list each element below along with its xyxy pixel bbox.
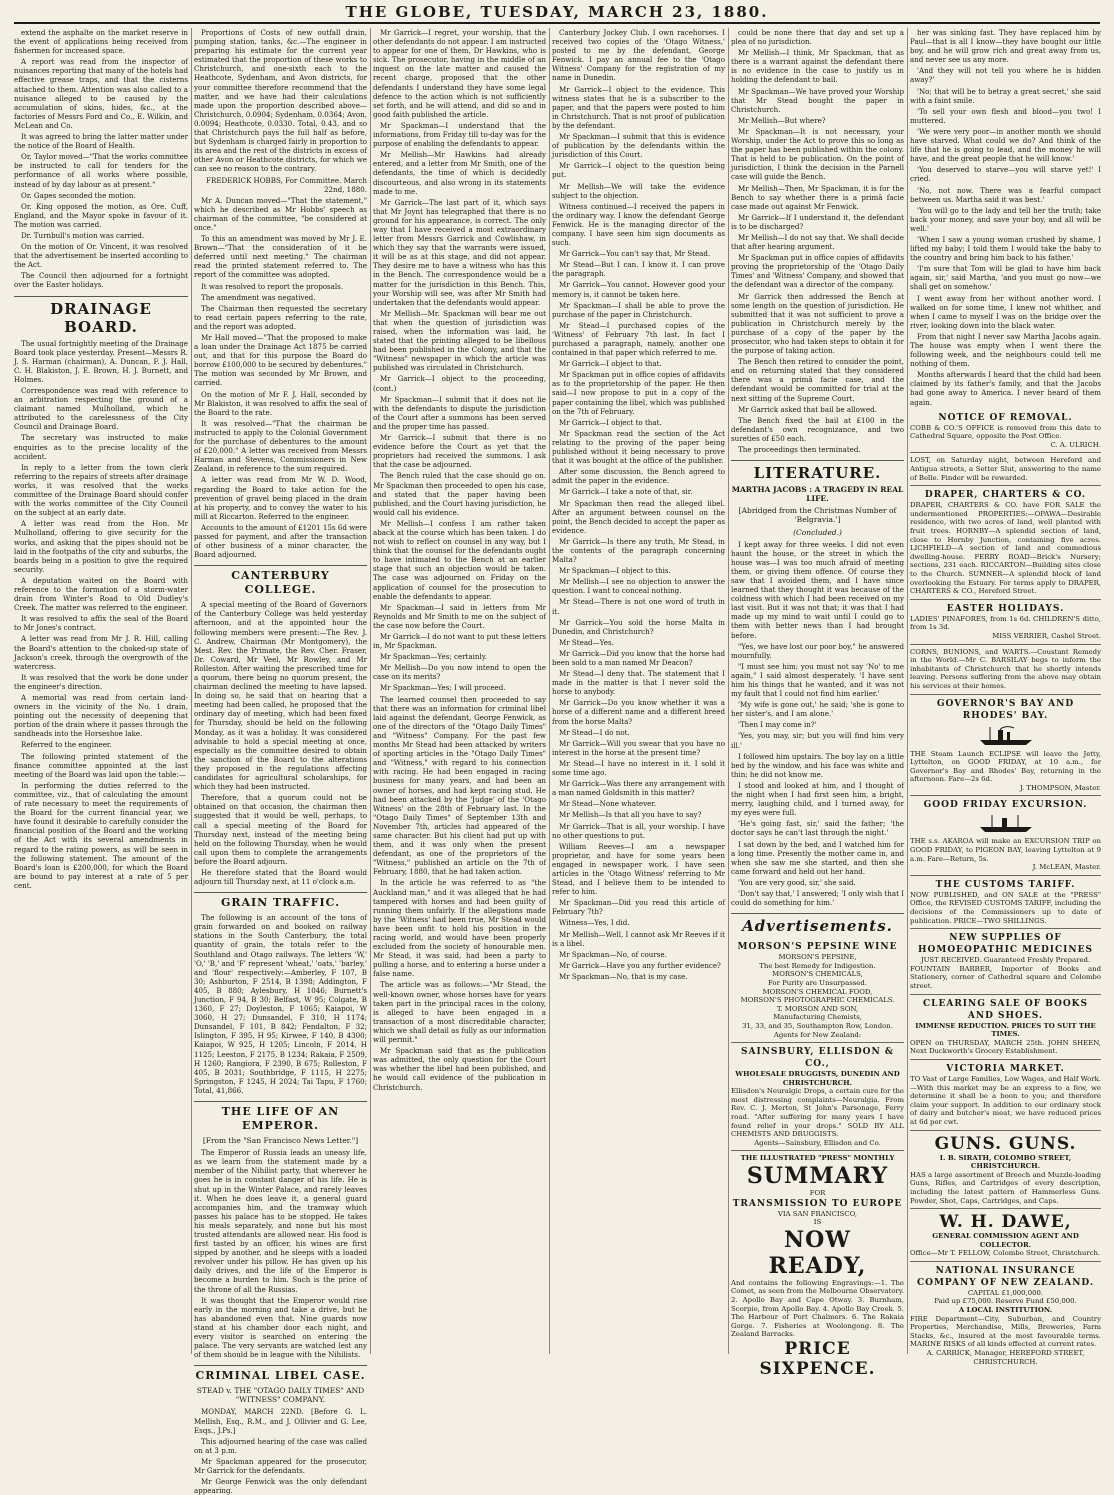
paragraph: To this an amendment was moved by Mr J. E. Brown—"That the consideration of it be deferred until next meeting." The chairman read the printed statement referred to. The report of the committee was adopted. — [194, 234, 367, 280]
paragraph: Mr Stead—There is not one word of truth in it. — [552, 597, 725, 616]
ad-excursion — [910, 796, 1101, 875]
paragraph: Mr Hall moved—"That the proposed to make a loan under the Drainage Act 1875 be carried out, and that for this purpose the Board do borrow £100,000 to be secured by debentures." The motion was seconded by Mr Brown, and carried. — [194, 333, 367, 388]
ad-body: COBB & CO.'S OFFICE is removed from this date to Cathedral Square, opposite the Post Office. — [910, 423, 1101, 441]
paragraph: Mr Garrick—I take a note of that, sir. — [559, 487, 693, 497]
paragraph: Mr Mellish—Then, Mr Spackman, it is for the Bench to say whether there is a primâ facie case made out against Mr Fenwick. — [731, 183, 904, 211]
paragraph: I sat down by the bed, and I watched him for a long time. Presently the mother came in, and when she saw me she started, and then she came forward and held out her hand. — [731, 839, 904, 876]
ad-body: NOW PUBLISHED, and ON SALE at the "PRESS" Office, the REVISED CUSTOMS TARIFF, including the decisions of the Commissioners up to date of publication. PRICE—TWO SHILLINGS. — [910, 890, 1101, 925]
paragraph: 'You are very good, sir,' she said. — [738, 877, 856, 887]
paragraph: Mr Garrick—I object to the evidence. This witness states that he is a subscriber to the paper, and that the papers were posted to him in Christchurch. That is not proof of publication by the defendant. — [552, 84, 725, 130]
paragraph: I stood and looked at him, and I thought of the night when I had first seen him, a bright, merry, laughing child, and I turned away, for my eyes were full. — [731, 780, 904, 818]
paragraph: Mr Garrick—I do not want to put these letters in, Mr Spackman. — [373, 632, 546, 651]
paragraph: Mr Garrick—You can't say that, Mr Stead. — [559, 249, 711, 259]
ad-is: IS — [813, 1218, 822, 1227]
paragraph: Mr George Fenwick was the only defendant appearing. — [194, 1477, 367, 1495]
paragraph: Mr Garrick—Is there any truth, Mr Stead, in the contents of the paragraph concerning Malta? — [552, 536, 725, 565]
ad-body: THE s.s. AKAROA will make an EXCURSION TRIP on GOOD FRIDAY, to PIGEON BAY, leaving Lyttelton at 9 a.m. Fare—Return, 5s. — [910, 837, 1101, 863]
paragraph: Mr Mellish—I see no objection to answer the question. I want to conceal nothing. — [552, 577, 725, 596]
story-conclusion-text — [910, 28, 1101, 407]
signature: FREDERICK HOBBS, For Committee. March 22nd, 1880. — [206, 175, 367, 194]
paragraph: Mr Garrick—You sold the horse Malta in Dunedin, and Christchurch? — [552, 617, 725, 636]
ad-corns — [910, 645, 1101, 695]
ad-via: VIA SAN FRANCISCO, — [777, 1209, 858, 1218]
paragraph: Mr Garrick—I object to that. — [559, 359, 662, 369]
paragraph: Mr Mellish—I confess I am rather taken aback at the course which has been taken. I do not wish to reflect on counsel in any way, but I think that the counsel for the defendants ought to have intimated to the Bench at an earlier stage that such an objection would be taken. The case was adjourned on Friday on the application of counsel for the prosecution to enable the defendants to appear. — [373, 518, 546, 601]
ad-body: CORNS, BUNIONS, and WARTS.—Coustant Remedy in the World.—Mr C. BARSILAY begs to inform the inhabitants of Christchurch that he shortly intends leaving. Persons suffering from the above may obtain his services at their homes. — [910, 647, 1101, 690]
paragraph: Mr Spackman—I object to this. — [559, 566, 671, 576]
ad-sub: IMMENSE REDUCTION. PRICES TO SUIT THE TIMES. — [915, 1021, 1096, 1039]
ad-title: GUNS. GUNS. — [934, 1133, 1077, 1154]
ad-body: HAS a large assortment of Breech and Muzzle-loading Guns, Rifles, and Cartridges of every description, including the latest pattern of Hammerless Guns. Powder, Shot, Caps, Cartridges, and Caps. — [910, 1170, 1101, 1205]
paragraph: "Yes, we have lost our poor boy," he answered mournfully. — [731, 641, 904, 660]
paragraph: The Bench ruled that the case should go on. Mr Spackman then proceeded to open his case, and stated that the paper having been published, and the Court having jurisdiction, he would call his evidence. — [373, 471, 546, 517]
ad-body: LOST, on Saturday night, between Hereford and Antigua streets, a Setter Slut, answering to the name of Belle. Finder will be rewarded. — [910, 456, 1101, 482]
paragraph: Proportions of Costs of new outfall drain, pumping station, tanks, &c.—The engineer in preparing his estimate for the current year estimated that the proportion of these works to Christchurch, and one-sixth each to the Heathcote, Sydenham, and Avon districts, for your committee therefore recommend that the matter, and we have had their calculations made upon the proportion described above—Christchurch, 0.0904; Sydenham, 0.0364; Avon, 0.0094; Heathcote, 0.0330. Total, 0.43, and so that Christchurch pays the full half as before, but Sydenham is charged fairly in proportion to its area and the rest of the districts in excess of other Avon or Heathcote districts, for which we can see no reason to the contrary. — [194, 28, 367, 174]
paragraph: A report was read from the inspector of nuisances reporting that many of the hotels had effective grease traps, and that the cisterns attached to them. Attention was also called to a nuisance alleged to be caused by the accumulation of skins, hides, &c., at the factories of Messrs Ford and Co., E. Wilkin, and McLean and Co. — [14, 57, 188, 130]
ad-body: DRAPER, CHARTERS & CO. have FOR SALE the undermentioned PROPERTIES:—OPAWA—Desirable residence, with two acres of land, well planted with fruit trees. HORNBY—A splendid section of land, close to Hornby Junction, containing five acres. LICHFIELD—A section of land and commodious dwelling-house. FERRY ROAD—Brick's Nursery; sections, 231 each. RICCARTON—Building sites close to the Church. SUMNER—A splendid block of land overlooking the Estuary. For terms apply to DRAPER, CHARTERS & CO., Hereford Street. — [910, 501, 1101, 596]
paragraph: A letter was read from Mr W. D. Wood, regarding the Board to take action for the prevention of gravel being placed in the drain at his property, and to convey the water to his mill at Riccarton. Referred to the engineer. — [194, 475, 367, 521]
ad-line: 31, 33, and 35, Southampton Row, London. — [742, 1021, 893, 1030]
paragraph: It was resolved to report the proposals. — [201, 281, 344, 291]
paragraph: 'When I saw a young woman crushed by shame, I lifted my baby; I told them I would take the baby to the country and bring him back to his father.' — [910, 234, 1101, 263]
paragraph: 'No, not now. There was a fearful compact between us. Martha said it was best.' — [910, 185, 1101, 204]
paragraph: Mr Garrick—The last part of it, which says that Mr Joynt has telegraphed that there is no ground for his appearance, is correct. The only way that I have received a most extraordinary letter from Messrs Garrick and Cowlishaw, in which they say that the warrants were issued, it will be as at this stage, and did not appear. They desire me to have a witness who has this in the Bench. The correspondence would be a matter for the jurisdiction in this Bench. This, your Worship will see, was after Mr Smith had undertaken that the defendants would appear. — [373, 197, 546, 307]
ad-line: The best Remedy for Indigestion. — [759, 961, 876, 970]
paragraph: Mr Garrick—I object to the question being put. — [552, 161, 725, 180]
paragraph: Mr Stead—Yes. — [559, 637, 614, 647]
col4-text — [552, 28, 725, 981]
advertisements-heading: Advertisements. — [731, 913, 904, 935]
column-3 — [370, 28, 548, 1354]
paragraph: 'We were very poor—in another month we should have starved. What could we do? And think of the life that he is going to lead, and the money he will have, and the great people that he will know.' — [910, 126, 1101, 164]
paragraph: Mr Spackman—I said in letters from Mr Reynolds and Mr Smith to me on the subject of the case now before the Court. — [373, 602, 546, 630]
paragraph: Mr Spackman then read the alleged libel. After an argument between counsel on the point, the Bench decided to accept the paper as evidence. — [552, 498, 725, 535]
paragraph: In reply to a letter from the town clerk referring to the repairs of streets after drainage works, it was resolved that the works committee of the Drainage Board should confer with the works committee of the City Council on the subject at an early date. — [14, 462, 188, 518]
paragraph: It was resolved—"That the chairman be instructed to apply to the Colonial Government for the purchase of debentures to the amount of £20,000." A letter was received from Messrs Harman and Stevens, Commissioners in New Zealand, in reference to the sum required. — [194, 418, 367, 474]
paragraph: Mr Garrick—Was there any arrangement with a man named Goldsmith in this matter? — [552, 779, 725, 798]
paragraph: Mr Stead—I deny that. The statement that I made in the matter is that I never sold the horse to anybody. — [552, 669, 725, 697]
ad-governors-bay — [910, 695, 1101, 797]
paragraph: Witness—Yes, I did. — [559, 918, 630, 928]
paragraph: 'Yes, you may, sir; but you will find him very ill.' — [731, 731, 904, 750]
paragraph: The article was as follows:—"Mr Stead, the well-known owner, whose horses have for years taken part in the principal races in the colony, is alleged to have been engaged in a transaction of a most discreditable character, which we shall detail as fully as our information will permit." — [373, 980, 546, 1045]
paragraph: Mr A. Duncan moved—"That the statement," which he described as Mr Hobbs' speech as chairman of the committee, "be considered at once." — [194, 195, 367, 232]
paragraph: 'You deserved to starve—you will starve yet!' I cried. — [910, 165, 1101, 184]
ad-title: MORSON'S PEPSINE WINE — [737, 942, 898, 953]
ad-sub: A LOCAL INSTITUTION. — [958, 1306, 1053, 1315]
paragraph: On the motion of Mr F. J. Hall, seconded by Mr Blakiston, it was resolved to affix the seal of the Board to the rate. — [194, 389, 367, 417]
steamship-icon — [976, 725, 1036, 747]
paragraph: Mr Spackman said that as the publication was admitted, the only question for the Court was whether the libel had been published, and he would call evidence of the publication in Christchurch. — [373, 1046, 546, 1092]
paragraph: "I must see him; you must not say 'No' to me again," I said almost desperately. 'I have sent him his things that he wanted, and it was not my fault that I could not find him earlier.' — [731, 661, 904, 699]
story-source: [Abridged from the Christmas Number of 'Belgravia.'] — [738, 506, 897, 525]
paragraph: On the motion of Or. Vincent, it was resolved that the advertisement be inserted according to the Act. — [14, 242, 188, 270]
ad-body: LADIES' PINAFORES, from 1s 6d. CHILDREN'S ditto, from 1s 3d. — [910, 614, 1101, 632]
council-report — [14, 28, 188, 290]
paragraph: Mr Garrick—Do you know whether it was a horse of a different name and a different breed from the horse Malta? — [552, 698, 725, 726]
paragraph: Mr Mellish—Do you now intend to open the case on its merits? — [373, 663, 546, 682]
paragraph: Mr Garrick—I submit that there is no evidence before the Court as yet that the proprietors had received the summons. I ask that the case be adjourned. — [373, 433, 546, 470]
paragraph: could be none there that day and set up a plea of no jurisdiction. — [731, 28, 904, 47]
paragraph: MONDAY, MARCH 22ND. [Before G. L. Mellish, Esq., R.M., and J. Ollivier and G. Lee, Esqs., J.Ps.] — [194, 1407, 367, 1435]
ad-summary — [731, 1151, 904, 1382]
column-1 — [12, 28, 190, 1354]
story-title: MARTHA JACOBS : A TRAGEDY IN REAL LIFE. — [731, 485, 904, 504]
paragraph: Mr Spackman—Yes; I will proceed. — [380, 683, 506, 693]
paragraph: Mr Garrick—I regret, your worship, that the other defendants do not appear. I am instructed to appear for one of them, Dr Hawkins, who is sick. The prosecutor, having in the middle of an inquest on the late matter and caused the recent charge, proposed that the other defendants I understand they have some legal defence to the action which is not sufficiently set forth, and he will attend, and did so and in good faith published the article. — [373, 28, 546, 119]
paragraph: Mr Spackman—Yes; certainly. — [380, 652, 488, 662]
ad-line: Agents for New Zealand: — [773, 1030, 862, 1039]
story-conclusion — [910, 28, 1101, 409]
ad-title: GOVERNOR'S BAY AND RHODES' BAY. — [936, 698, 1075, 721]
paragraph: The Bench then retired to consider the point, and on returning stated that they considered there was a primâ facie case, and the defendant would be committed for trial at the next sitting of the Supreme Court. — [731, 357, 904, 403]
column-2 — [191, 28, 369, 1495]
ad-guns — [910, 1131, 1101, 1210]
paragraph: A deputation waited on the Board with reference to the formation of a storm-water drain from Winter's Road to Old Dudley's Creek. The matter was referred to the engineer. — [14, 575, 188, 613]
column-5 — [728, 28, 906, 1379]
ad-title: GOOD FRIDAY EXCURSION. — [923, 800, 1088, 811]
story-continued: (Concluded.) — [793, 527, 842, 537]
ad-sign: A. CARRICK, Manager, HEREFORD STREET, CHRISTCHURCH. — [926, 1349, 1085, 1366]
ad-title: VICTORIA MARKET. — [946, 1063, 1065, 1074]
ad-sign: Agents—Sainsbury, Ellisdon and Co. — [754, 1138, 881, 1147]
ad-draper — [910, 486, 1101, 600]
ad-summary-word: SUMMARY — [746, 1163, 889, 1190]
paragraph: The proceedings then terminated. — [738, 445, 861, 455]
masthead: THE GLOBE, TUESDAY, MARCH 23, 1880. — [14, 2, 1100, 24]
ad-transmission: TRANSMISSION TO EUROPE — [732, 1198, 903, 1209]
paragraph: Mr Spackman put in office copies of affidavits proving the proprietorship of the 'Otago Daily Times' and 'Witness' Company, and showed that the defendant was a director of the company. — [731, 253, 904, 290]
paragraph: Mr Garrick then addressed the Bench at some length on the question of jurisdiction. He submitted that it was not sufficient to prove a publication in Christchurch merely by the purchase of a copy of the paper by the prosecutor, who had taken steps to obtain it for the purpose of taking action. — [731, 291, 904, 356]
ad-line: MORSON'S PEPSINE, — [778, 953, 857, 962]
paragraph: Mr Garrick asked that bail be allowed. — [738, 404, 877, 414]
ad-ready: NOW READY, — [768, 1226, 867, 1279]
paragraph: Mr Spackman—It is not necessary, your Worship, under the Act to prove this so long as the paper has been published within the colony. That is held to be publication. On the point of jurisdiction, I think the decision in the Parnell case will guide the Bench. — [731, 126, 904, 182]
ad-sign: J. THOMPSON, Master. — [1019, 783, 1101, 792]
ad-morson — [731, 938, 904, 1043]
paragraph: Witness continued—I received the papers in the ordinary way. I know the defendant George Fenwick. He is the managing director of the company. I have seen him sign documents as such. — [552, 201, 725, 248]
libel-subheading: STEAD v. THE "OTAGO DAILY TIMES" AND "WITNESS" COMPANY. — [196, 1386, 365, 1405]
paragraph: Mr Spackman—No, of course. — [559, 949, 667, 959]
paragraph: Mr Garrick—I object to that. — [559, 417, 662, 427]
paragraph: This adjourned hearing of the case was called on at 3 p.m. — [194, 1436, 367, 1455]
paragraph: Mr Garrick—That is all, your worship. I have no other questions to put. — [552, 821, 725, 840]
paragraph: Mr Mellish—Well, I cannot ask Mr Reeves if it is a libel. — [552, 929, 725, 948]
paragraph: 'You will go to the lady and tell her the truth; take back your money, and save your boy, and all will be well.' — [910, 205, 1101, 233]
paragraph: her was sinking fast. They have replaced him by Paul—that is all I know—they have bought our little boy, and he will grow rich and great away from us, and never see us any more. — [910, 28, 1101, 65]
ad-sub: I. B. SIRATH, COLOMBO STREET, CHRISTCHURCH. — [939, 1153, 1072, 1171]
paragraph: 'My wife is gone out,' he said; 'she is gone to her sister's, and I am alone.' — [731, 700, 904, 719]
paragraph: Or. King opposed the motion, as Ore. Cuff, England, and the Mayor spoke in favour of it. The motion was carried. — [14, 201, 188, 229]
paragraph: The amendment was negatived. — [201, 292, 316, 302]
paragraph: Mr Spackman—I submit that this is evidence of publication by the defendants within the jurisdiction of this Court. — [552, 132, 725, 160]
paragraph: Mr Spackman read the section of the Act relating to the proving of the paper being published without it being necessary to prove that it was bought at the office of the publisher. — [552, 428, 725, 466]
emperor-source: [From the "San Francisco News Letter."] — [202, 1136, 359, 1146]
paragraph: I followed him upstairs. The boy lay on a little bed by the window, and his face was white and thin; he did not know me. — [731, 751, 904, 779]
paragraph: The learned counsel then proceeded to say that there was an information for criminal libel laid against the defendant, George Fenwick, as one of the directors of the "Otago Daily Times" and "Witness" Company. For the past few months Mr Stead had been attacked by writers of sporting articles in the "Otago Daily Times" and "Witness," with regard to his connection with racing. He had been engaged in racing business for many years, and had been an owner of horses, and had kept racing stud. He had been attacked by the 'Judge' of the 'Otago Witness' on the 28th of February last. In the "Otago Daily Times" of September 13th and November 7th, articles had appeared of the same character. But his client had put up with them, and it was only when the present defendant, as one of the proprietors of the "Witness," published an article on the 7th of February, 1880, that he had taken action. — [373, 694, 546, 877]
paragraph: Correspondence was read with reference to an arbitration respecting the ground of a claimant named Mulholland, which he attributed to the carelessness of the City Council and Drainage Board. — [14, 386, 188, 432]
ad-capital: CAPITAL £1,000,000. — [967, 1288, 1044, 1297]
paragraph: It was thought that the Emperor would rise early in the morning and take a drive, but he has abandoned even that. Nine guards now stand at his chamber door each night, and every visitor is searched on entering the palace. The very servants are watched lest any of them should be in league with the Nihilists. — [194, 1295, 367, 1360]
paragraph: Mr Spackman—I shall be able to prove the purchase of the paper in Christchurch. — [552, 300, 725, 319]
paragraph: Mr Mellish—Mr. Spackman will bear me out that when the question of jurisdiction was raised, when the information was laid, he stated that the printing alleged to be libellous had been published in the Colony, and that the "Witness" newspaper in which the article was published was circulated in Christchurch. — [373, 308, 546, 373]
ad-line: T. MORSON AND SON, — [776, 1004, 859, 1013]
paragraph: 'Then I may come in?' — [738, 720, 817, 730]
ad-for: FOR — [809, 1189, 826, 1198]
paragraph: The usual fortnightly meeting of the Drainage Board took place yesterday. Present—Messrs R. J. S. Harman (chairman), A. Duncan, F. J. Hall, C. H. Blakiston, J. E. Brown, H. J. Burnett, and Holmes. — [14, 338, 188, 384]
grain-heading: GRAIN TRAFFIC. — [194, 892, 367, 910]
paragraph: 'To sell your own flesh and blood—you two! I muttered. — [910, 106, 1101, 125]
ad-line: MORSON'S CHEMICALS, — [772, 970, 863, 979]
ad-notice — [910, 409, 1101, 454]
advertisements-section — [731, 913, 904, 1382]
ad-sub: GENERAL COMMISSION AGENT AND COLLECTOR. — [932, 1232, 1079, 1249]
libel-heading: CRIMINAL LIBEL CASE. — [194, 1365, 367, 1383]
paragraph: 'And they will not tell you where he is hidden away?' — [910, 66, 1101, 85]
ad-body: Ellisdon's Neuralgic Drops, a certain cure for the most distressing complaints—Neuralgia. From Rev. C. J. Merton, St John's Parsonage, Ferry road. "After suffering for many years I have found relief in your drops." SOLD BY ALL CHEMISTS AND DRUGGISTS. — [731, 1087, 904, 1139]
col5-text — [731, 28, 904, 454]
paragraph: Mr Spackman—We have proved your Worship that Mr Stead bought the paper in Christchurch. — [731, 86, 904, 114]
ad-sainsbury — [731, 1043, 904, 1151]
ad-body: And contains the following Engravings:—1. The Comet, as seen from the Melbourne Observatory. 2. Apollo Bay and Cape Otway. 3. Burnham, Scorpio, from Apollo Bay. 4. Apollo Bay Creek. 5. The Harbour of Port Chalmers. 6. The Rakaia Gorge. 7. Fisheries at Woolongong. 8. The Zealand Barracks. — [731, 1278, 904, 1339]
paragraph: A special meeting of the Board of Governors of the Canterbury College was held yesterday afternoon, and at the appointed hour the following members were present:—The Rev. J. C. Andrew, Chairman (Mr Montgomery), the Mest. Rev. the Primate, the Rev. Cher. Fraser, Dr. Coward, Mr Veel, Mr Rowley, and Mr Rolleston. After waiting the prescribed time for a quorum, there being no quorum present, the chairman declined the meeting to have lapsed. In doing so, he said that on hearing that a meeting had been called, he proposed that the ordinary day of meeting, which had been fixed for Thursday, should be held on the following Monday, as it was a holiday. It was considered advisable to hold a special meeting at once, especially as the committee desired to obtain the sanction of the Board to the alterations they proposed in the regulations affecting candidates for agricultural scholarships, for which they had been instructed. — [194, 600, 367, 792]
paragraph: Mr Stead—I purchased copies of the 'Witness' of February 7th last. In fact I purchased a paragraph, namely, another one contained in that paper which referred to me. — [552, 320, 725, 358]
ad-sign: MISS VERRIER, Cashel Street. — [992, 631, 1101, 640]
ad-body: FOUNTAIN BARBER, Importer of Books and Stationery, corner of Cathedral square and Colombo street. — [910, 964, 1101, 990]
paragraph: Accounts to the amount of £1201 15s 6d were passed for payment, and after the transaction of other business of a minor character, the Board adjourned. — [194, 522, 368, 560]
ad-body: FIRE Department—City, Suburban, and Country Properties, Merchandise, Mills, Breweries, Farm Stacks, &c., insured at the most favourable terms. MARINE RISKS of all kinds effected at current rates. — [910, 1314, 1101, 1349]
paragraph: Or, Taylor moved—"That the works committee be instructed to call for tenders for the performance of all works where possible, instead of by day labour as at present." — [14, 152, 188, 189]
column-4 — [549, 28, 727, 1354]
ad-title: THE ILLUSTRATED "PRESS" MONTHLY — [740, 1154, 895, 1163]
paragraph: The following is an account of the tons of grain forwarded on and booked on railway stations in the South Canterbury, the total quantity of grain, the totals refer to the Southland and Otago railways. The letters 'W,' 'O,' 'B,' and 'F' represent 'wheat,' 'oats,' 'barley,' and 'flour' respectively:—Amberley, F 107, B 30; Ashburton, F 2514, B 1398; Addington, F 405, B 880; Aylesbury, H 1046; Burnett's Junction, F 94, B 30; Belfast, W 95; Colgate, B 1360, F 27; Doyleston, F 1065; Kaiapoi, W 3060, H 27; Dunsandel, F 310, H 1174; Dunsandel, F 101, B 842; Fendalton, F 32; Islington, F 395, H 95; Kirwee, F 140, B 4300; Kaiapoi, W 925, H 1205; Lincoln, F 2014, H 1125; Leeston, F 2175, B 1234; Rakaia, F 2509, H 1260; Rangiora, F 2390, B 675; Rolleston, F 405, B 2031; Southbridge, F 1115, H 2275; Springston, F 1245, H 2024; Tai Tapu, F 1760; Total, 41,866. — [194, 913, 367, 1095]
paragraph: Mr Stead—I have no interest in it. I sold it some time ago. — [552, 758, 725, 778]
steamship-icon — [976, 814, 1036, 834]
paragraph: Mr Mellish—I think, Mr Spackman, that as there is a warrant against the defendant there is no evidence in the case to justify us in holding the defendant to bail. — [731, 48, 904, 85]
paragraph: Therefore, that a quorum could not be obtained on that occasion, the chairman then suggested that it would be well, perhaps, to call a special meeting of the Board for Thursday next, instead of the meeting being held on the following Thursday, when he would call upon them to complete the arrangements before the Board adjourn. — [194, 793, 367, 866]
paragraph: Mr Mellish—But where? — [738, 115, 826, 125]
ad-paid: Paid up £75,000. Reserve Fund £50,000. — [934, 1297, 1077, 1306]
paragraph: Months afterwards I heard that the child had been claimed by its father's family, and that the Jacobs had gone away to America. I never heard of them again. — [910, 370, 1101, 407]
paragraph: Mr Garrick—Will you swear that you have no interest in the horse at the present time? — [552, 738, 725, 757]
paragraph: 'He's going fast, sir,' said the father; 'the doctor says he can't last through the night.' — [731, 819, 904, 838]
paragraph: Mr Garrick—If I understand it, the defendant is to be discharged? — [731, 212, 904, 231]
paragraph: Mr Mellish—Mr Hawkins had already entered, and a letter from Mr Smith, one of the defendants, the time of which is decidedly discourteous, and also wrong in its statements made to me. — [373, 150, 546, 196]
paragraph: 'Don't say that,' I answered; 'I only wish that I could do something for him.' — [731, 888, 904, 908]
ad-title: SAINSBURY, ELLISDON & CO., — [741, 1047, 894, 1070]
ad-clearing-sale — [910, 995, 1101, 1060]
paragraph: The Emperor of Russia leads an uneasy life, as we learn from the statement made by a member of the Nihilist party, that wherever he goes he is in constant danger of his life. He is shut up in the Winter Palace, and rarely leaves it. When he does leave it, a general guard accompanies him, and the tramway which passes his palace has to be stopped. He takes his meals separately, and none but his most trusted attendants are allowed near. His food is first tasted by an officer, his wines are first sipped by another, and he sleeps with a loaded revolver under his pillow. He has given up his daily drives, and the life of the Emperor is become a burden to him. Such is the price of the throne of all the Russias. — [194, 1148, 367, 1294]
ad-lost — [910, 453, 1101, 486]
ad-sub: WHOLESALE DRUGGISTS, DUNEDIN AND CHRISTCHURCH. — [735, 1070, 900, 1087]
ad-sub: JUST RECEIVED. Guaranteed Freshly Prepared. — [920, 956, 1091, 965]
paragraph: Mr Spackman—I understand that the informations, from Friday till to-day was for the purpose of enabling the defendants to appear. — [373, 120, 546, 149]
ad-title: THE CUSTOMS TARIFF. — [935, 879, 1076, 890]
paragraph: Mr Garrick—Did you know that the horse had been sold to a man named Mr Deacon? — [552, 648, 725, 667]
story-text — [731, 540, 904, 908]
paragraph: Mr Spackman appeared for the prosecutor, Mr Garrick for the defendants. — [194, 1456, 367, 1476]
paragraph: From that night I never saw Martha Jacobs again. The house was empty when I went there the following week, and the neighbours could tell me nothing of them. — [910, 331, 1101, 369]
ad-line: MORSON'S PHOTOGRAPHIC CHEMICALS. — [740, 996, 895, 1005]
paragraph: Referred to the engineer. — [21, 740, 112, 750]
paragraph: Mr Mellish—We will take the evidence subject to the objection. — [552, 181, 725, 200]
paragraph: 'No; that will be to betray a great secret,' she said with a faint smile. — [910, 86, 1101, 105]
ad-line: Manufacturing Chemists, — [773, 1013, 862, 1022]
paragraph: I went away from her without another word. I walked on for some time, I knew not whither, and when I came to myself I was on the bridge over the river, looking down into the black water. — [910, 293, 1101, 330]
paragraph: Mr Mellish—Is that all you have to say? — [559, 810, 702, 820]
emperor-heading: THE LIFE OF AN EMPEROR. — [194, 1101, 367, 1133]
paragraph: Mr Spackman—No, that is my case. — [559, 971, 688, 981]
paragraph: A memorial was read from certain land-owners in the vicinity of the No. 1 drain, pointing out the necessity of deepening that portion of the drain where it passes through the sandheads into the Horseshoe lake. — [14, 693, 188, 739]
paragraph: I kept away for three weeks. I did not even haunt the house, or the street in which the house was—I was too much afraid of meeting them, or giving them offence. Of course they saw that I avoided them, and I have since learned that they thought it was because of the coldness with which I had been received on my last visit. But it was not that; it was that I had made up my mind to wait until I could go to them with better news than I had brought before. — [731, 539, 904, 640]
paragraph: extend the asphalte on the market reserve in the event of applications being received from fishermen for increased space. — [14, 28, 188, 56]
ad-title: CLEARING SALE OF BOOKS AND SHOES. — [922, 998, 1088, 1021]
paragraph: The Council then adjourned for a fortnight over the Easter holidays. — [14, 271, 188, 290]
paragraph: Mr Spackman—Did you read this article of February 7th? — [552, 898, 725, 917]
paragraph: In performing the duties referred to the committee, viz., that of calculating the amount of rate necessary to meet the requirements of the Board for the current financial year, we have found it desirable to carefully consider the financial position of the Board and the working of the Act with its several amendments in regard to the rating powers, as will be seen in the following statement. The amount of the Board's loan is £200,000, for which the Board are bound to pay interest at a rate of 5 per cent. — [14, 780, 188, 890]
column-6 — [907, 28, 1103, 1366]
paragraph: It was resolved to affix the seal of the Board to Mr Jones's contract. — [14, 614, 188, 633]
paragraph: Canterbury Jockey Club. I own racehorses. I received two copies of the 'Otago Witness,' posted to me by the defendant, George Fenwick. I pay an annual fee to the 'Otago Witness' Company for the registration of my name in Dunedin. — [552, 28, 725, 83]
ad-dawe — [910, 1209, 1101, 1262]
paragraph: Mr Garrick—I object to the proceeding, (cont.) — [373, 374, 546, 393]
paragraph: Dr. Turnbull's motion was carried. — [21, 230, 145, 240]
paragraph: The secretary was instructed to make enquiries as to the precise locality of the accident. — [14, 433, 188, 461]
paragraph: The Chairman then requested the secretary to read certain papers referring to the rate, and the report was adopted. — [194, 303, 367, 331]
drainage-heading: DRAINAGE BOARD. — [14, 296, 188, 336]
paragraph: Mr Spackman put in office copies of affidavits as to the proprietorship of the paper. He then said—I now propose to put in a copy of the paper containing the libel, which was published on the 7th of February. — [552, 370, 725, 416]
ad-sign: C. A. ULRICH. — [1050, 440, 1101, 449]
paragraph: Mr Spackman—I submit that it does not lie with the defendants to dispute the jurisdiction of the Court after a summons has been served and the proper time has passed. — [373, 394, 546, 431]
ad-body: OPEN on THURSDAY, MARCH 25th. JOHN SHEEN, Next Duckworth's Grocery Establishment. — [910, 1038, 1101, 1056]
paragraph: The Bench fixed the bail at £100 in the defendant's own recognizance, and two sureties of £50 each. — [731, 415, 904, 443]
ad-title: W. H. DAWE, — [939, 1212, 1072, 1233]
paragraph: It was resolved that the work be done under the engineer's direction. — [14, 672, 188, 691]
paragraph: After some discussion, the Bench agreed to admit the paper in the evidence. — [552, 467, 725, 486]
paragraph: In the article he was referred to as "the Auckland man," and it was alleged that he had tampered with horses and had been guilty of running them unfairly. If the allegations made by the 'Witness' had been true, Mr Stead would have been unfit to hold his position in the racing world, and would have been properly excluded from the society of honourable men. Mr Stead, it was said, had been a party to pulling a horse, and to entering a horse under a false name. — [373, 878, 546, 979]
ad-victoria-market — [910, 1060, 1101, 1131]
ad-customs — [910, 876, 1101, 929]
paragraph: Mr Mellish—I do not say that. We shall decide that after hearing argument. — [731, 232, 904, 252]
ad-body: Office—Mr T. FELLOW, Colombo Street, Christchurch. — [910, 1249, 1101, 1258]
ad-title: EASTER HOLIDAYS. — [946, 603, 1065, 614]
ad-line: MORSON'S CHEMICAL FOOD, — [762, 987, 873, 996]
ad-sign: J. McLEAN, Master. — [1032, 863, 1101, 872]
paragraph: Or. Gapes seconded the motion. — [21, 190, 136, 200]
ad-title: NEW SUPPLIES OF HOMOEOPATHIC MEDICINES — [918, 933, 1093, 956]
ad-body: TO Vast of Large Families, Low Wages, and Half Work.—With this market may be an express to a few, we determine it shall be a boon to you; and therefore claim your support. In addition to our ordinary stock of dairy and butcher's meat, we have reduced prices at 6d per cwt. — [910, 1074, 1101, 1126]
ad-title: DRAPER, CHARTERS & CO. — [924, 490, 1087, 501]
paragraph: Mr Stead—None whatever. — [559, 799, 657, 809]
college-heading: CANTERBURY COLLEGE. — [194, 565, 367, 597]
paragraph: He therefore stated that the Board would adjourn till Thursday next, at 11 o'clock a.m. — [194, 867, 367, 887]
paragraph: William Reeves—I am a newspaper proprietor, and have for some years been engaged in newspaper work. I have seen articles in the 'Otago Witness' referring to Mr Stead, and I believe them to be intended to refer to him. — [552, 841, 725, 897]
ad-title: NATIONAL INSURANCE COMPANY OF NEW ZEALAND. — [916, 1265, 1095, 1288]
paragraph: A letter was read from Mr J. R. Hill, calling the Board's attention to the choked-up state of Jackson's creek, through the overgrowth of the watercress. — [14, 634, 188, 671]
ad-homoeopathic — [910, 929, 1101, 994]
ad-line: For Purity are Unsurpassed. — [768, 978, 867, 987]
paragraph: 'I'm sure that Tom will be glad to have him back again, sir,' said Martha, 'and you must go now—we shall get on somehow.' — [910, 264, 1101, 292]
paragraph: Mr Stead—But I can. I know it. I can prove the paragraph. — [552, 260, 725, 279]
paragraph: The following printed statement of the finance committee appointed at the last meeting of the Board was laid upon the table:— — [14, 751, 188, 779]
ad-title: NOTICE OF REMOVAL. — [938, 412, 1073, 423]
paragraph: Mr Garrick—You cannot. However good your memory is, it cannot be taken here. — [552, 280, 725, 299]
paragraph: Mr Stead—I do not. — [559, 727, 630, 737]
paragraph: It was agreed to bring the latter matter under the notice of the Board of Health. — [14, 132, 188, 151]
paragraph: Mr Garrick—Have you any further evidence? — [559, 960, 721, 970]
literature-heading: LITERATURE. — [731, 460, 904, 482]
ad-price: PRICE SIXPENCE. — [759, 1338, 876, 1379]
ad-insurance — [910, 1262, 1101, 1369]
ad-easter — [910, 600, 1101, 645]
ad-body: THE Steam Launch ECLIPSE will leave the Jetty, Lyttelton, on GOOD FRIDAY, at 10 a.m., for Governor's Bay and Rhodes' Bay, returning in the afternoon. Fare—2s 6d. — [910, 749, 1101, 784]
paragraph: A letter was read from the Hon. Mr Mulholland, offering to give security for the works, and asking that the pipes should not be laid in the footpaths of the city and suburbs, the boards being in a position to give the required security. — [14, 519, 188, 574]
drainage-report — [14, 339, 188, 890]
